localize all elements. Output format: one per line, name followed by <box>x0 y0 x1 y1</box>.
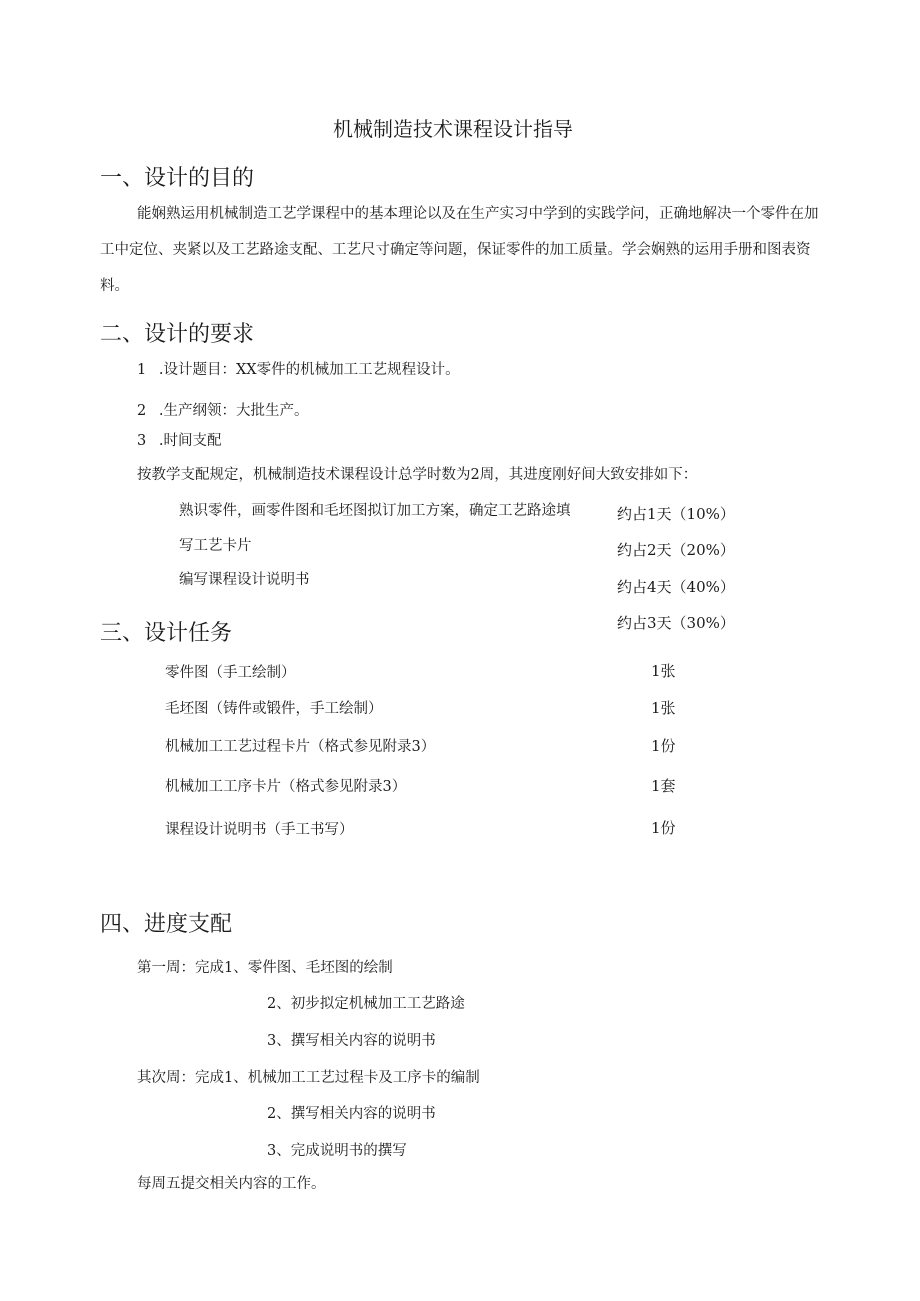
requirement-item-1 <box>137 358 460 379</box>
deliverable-name: 课程设计说明书（手工书写） <box>165 822 354 838</box>
task-line-3: 编写课程设计说明书 <box>179 572 310 588</box>
document-title: 机械制造技术课程设计指导 <box>333 117 573 141</box>
section-4-heading: 四、进度支配 <box>100 912 233 937</box>
task-line-2: 写工艺卡片 <box>179 538 252 554</box>
week-1-subitem: 2、初步拟定机械加工工艺路途 <box>267 996 465 1012</box>
week-2-subitem: 2、撰写相关内容的说明书 <box>267 1106 436 1122</box>
duration-2: 约占2天（20%） <box>617 541 735 559</box>
deliverable-qty: 1份 <box>651 737 676 755</box>
section-3-heading: 三、设计任务 <box>100 621 233 646</box>
duration-3: 约占4天（40%） <box>617 578 735 596</box>
schedule-intro: 按教学支配规定，机械制造技术课程设计总学时数为2周，其进度刚好间大致安排如下： <box>137 467 698 483</box>
deliverable-qty: 1张 <box>651 662 676 680</box>
requirement-text: .生产纲领：大批生产。 <box>158 403 309 419</box>
task-line-1: 熟识零件，画零件图和毛坯图拟订加工方案，确定工艺路途填 <box>179 503 571 519</box>
requirement-number: 1 <box>137 362 147 378</box>
deliverable-qty: 1份 <box>651 819 676 837</box>
week-2-subitem: 3、完成说明书的撰写 <box>267 1143 407 1159</box>
requirement-number: 2 <box>137 403 147 419</box>
week-1-line: 第一周：完成1、零件图、毛坯图的绘制 <box>137 960 393 976</box>
deliverable-name: 机械加工工序卡片（格式参见附录3） <box>165 779 407 795</box>
section-1-paragraph: 能娴熟运用机械制造工艺学课程中的基本理论以及在生产实习中学到的实践学问，正确地解决一个零件在加工中定位、夹紧以及工艺路途支配、工艺尺寸确定等问题，保证零件的加工质量。学会娴熟的运用手册和图表资料。 <box>100 206 819 294</box>
deliverable-qty: 1张 <box>651 699 676 717</box>
deliverable-name: 机械加工工艺过程卡片（格式参见附录3） <box>165 739 436 755</box>
requirement-text: .设计题目：XX零件的机械加工工艺规程设计。 <box>158 362 460 378</box>
deliverable-name: 零件图（手工绘制） <box>165 665 296 681</box>
section-2-heading: 二、设计的要求 <box>100 322 255 347</box>
duration-1: 约占1天（10%） <box>617 505 735 523</box>
footer-note: 每周五提交相关内容的工作。 <box>137 1176 326 1192</box>
week-1-subitem: 3、撰写相关内容的说明书 <box>267 1033 436 1049</box>
requirement-text: .时间支配 <box>158 433 222 449</box>
duration-4: 约占3天（30%） <box>617 614 735 632</box>
deliverable-name: 毛坯图（铸件或锻件，手工绘制） <box>165 701 383 717</box>
deliverable-qty: 1套 <box>651 777 676 795</box>
requirement-number: 3 <box>137 433 147 449</box>
section-1-heading: 一、设计的目的 <box>100 166 255 191</box>
requirement-item-2 <box>137 399 308 420</box>
requirement-item-3 <box>137 429 221 450</box>
week-2-line: 其次周：完成1、机械加工工艺过程卡及工序卡的编制 <box>137 1070 480 1086</box>
